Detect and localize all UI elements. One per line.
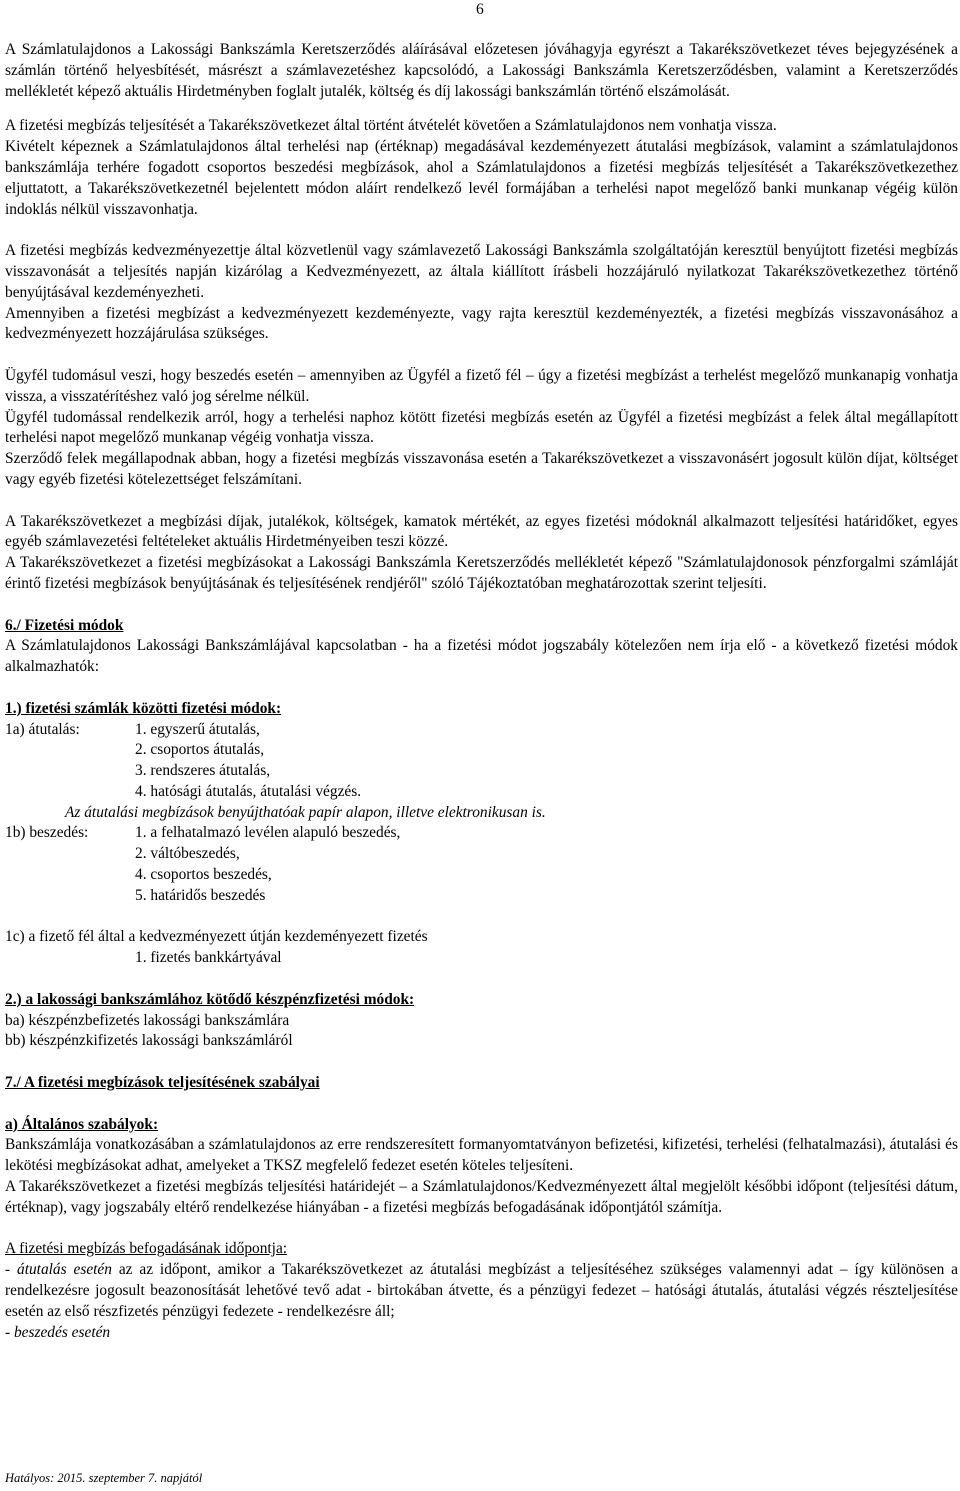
list-item-text: 1. a felhatalmazó levélen alapuló beszedés, [135,824,401,842]
paragraph [5,1260,958,1322]
term: átutalás esetén [17,1261,112,1279]
section-heading: 6./ Fizetési módok [5,616,124,634]
list-item-text: 1. egyszerű átutalás, [135,720,260,738]
footer-validity: Hatályos: 2015. szeptember 7. napjától [5,1471,203,1485]
list-item: 4. csoportos beszedés, [135,866,272,884]
list-label: 1a) átutalás: [5,720,80,738]
section-heading: 7./ A fizetési megbízások teljesítésének szabályai [5,1074,320,1092]
paragraph: Bankszámlája vonatkozásában a számlatulajdonos az erre rendszeresített formanyomtatványon befizetési, kifizetési, terhelési (felhatalmazási), átutalási és lekötési megbízásokat adhat, amelyeket a TKSZ megfelelő fedezet esetén köteles teljesíteni. [5,1136,958,1175]
note: Az átutalási megbízások benyújthatóak papír alapon, illetve elektronikusan is. [65,803,546,821]
document-body [5,40,958,1343]
subsection-heading: a) Általános szabályok: [5,1115,159,1133]
list-label: 1b) beszedés: [5,824,89,842]
list-item [5,823,958,844]
paragraph: A Takarékszövetkezet a fizetési megbízás teljesítési határidejét – a Számlatulajdonos/Kedvezményezett által megjelölt későbbi időpont (teljesítési dátum, értéknap), vagy jogszabály eltérő rendelkezése hiányában - a fizetési megbízás befogadásának időpontjától számítja. [5,1178,958,1216]
paragraph-text: az az időpont, amikor a Takarékszövetkezet az átutalási megbízást a teljesítéséhez szükséges valamennyi adat – így különösen a rendelkezésre jogosult beazonosítását lehetővé tevő adat - birtokában átvette, és a pénzügyi fedezet – hatósági átutalás, átutalási végzés részteljesítése esetén az első részfizetés pénzügyi fedezete - rendelkezésre áll; [5,1261,958,1320]
list-item: bb) készpénzkifizetés lakossági bankszámláról [5,1032,293,1050]
list-item: 4. hatósági átutalás, átutalási végzés. [135,782,362,800]
paragraph: A Számlatulajdonos a Lakossági Bankszámla Keretszerződés aláírásával előzetesen jóváhagyja egyrészt a Takarékszövetkezet téves bejegyzésének a számlán történő helyesbítését, másrészt a számlavezetéshez kapcsolódó, a Lakossági Bankszámla Keretszerződésben, valamint a Keretszerződés mellékletét képező aktuális Hirdetményben foglalt jutalék, költség és díj lakossági bankszámlán történő elszámolását. [5,41,958,100]
list-item [5,720,958,741]
paragraph: Amennyiben a fizetési megbízást a kedvezményezett kezdeményezte, vagy rajta keresztül kezdeményezték, a fizetési megbízás visszavonásához a kedvezményezett hozzájárulása szükséges. [5,304,958,343]
paragraph: A fizetési megbízás kedvezményezettje által közvetlenül vagy számlavezető Lakossági Bankszámla szolgáltatóján keresztül benyújtott fizetési megbízás visszavonását a teljesítés napján kizárólag a Kedvezményezett, az általa kiállított írásbeli hozzájáruló nyilatkozat Takarékszövetkezethez történő benyújtásával kezdeményezheti. [5,242,958,301]
page-number: 6 [476,1,484,18]
list-item: 3. rendszeres átutalás, [135,762,271,780]
list-item: ba) készpénzbefizetés lakossági bankszámlára [5,1011,290,1029]
paragraph: Ügyfél tudomással rendelkezik arról, hogy a terhelési naphoz kötött fizetési megbízás esetén az Ügyfél a fizetési megbízást a felek által megállapított terhelési napot megelőző munkanap végéig vonhatja vissza. [5,408,958,447]
paragraph: A Számlatulajdonos Lakossági Bankszámlájával kapcsolatban - ha a fizetési módot jogszabály kötelezően nem írja elő - a következő fizetési módok alkalmazhatók: [5,637,958,676]
list-item: 1. fizetés bankkártyával [135,949,282,967]
subsection-heading: A fizetési megbízás befogadásának időpontja: [5,1240,288,1258]
list-item: 2. váltóbeszedés, [135,845,240,863]
list-item: 1c) a fizető fél által a kedvezményezett útján kezdeményezett fizetés [5,928,428,946]
paragraph: A Takarékszövetkezet a fizetési megbízásokat a Lakossági Bankszámla Keretszerződés mellékletét képező "Számlatulajdonosok pénzforgalmi számláját érintő fizetési megbízások benyújtásának és teljesítésének rendjéről" szóló Tájékoztatóban meghatározottak szerint teljesíti. [5,554,958,592]
paragraph: A fizetési megbízás teljesítését a Takarékszövetkezet által történt átvételét követően a Számlatulajdonos nem vonhatja vissza. [5,117,777,135]
list-item: 5. határidős beszedés [135,886,266,904]
subsection-heading: 2.) a lakossági bankszámlához kötődő készpénzfizetési módok: [5,990,415,1008]
term: - beszedés esetén [5,1323,111,1341]
subsection-heading: 1.) fizetési számlák közötti fizetési módok: [5,699,282,717]
list-item: 2. csoportos átutalás, [135,741,265,759]
paragraph: Kivételt képeznek a Számlatulajdonos által terhelési nap (értéknap) megadásával kezdeményezett átutalási megbízások, valamint a számlatulajdonos bankszámlája terhére fogadott csoportos beszedési megbízások, ahol a Számlatulajdonos a fizetési megbízás teljesítését a Takarékszövetkezethez eljuttatott, a Takarékszövetkezetnél bejelentett módon aláírt rendelkező levél formájában a terhelési napot megelőző banki munkanap végéig külön indoklás nélkül visszavonhatja. [5,138,958,218]
paragraph: Ügyfél tudomásul veszi, hogy beszedés esetén – amennyiben az Ügyfél a fizető fél – úgy a fizetési megbízást a terhelést megelőző munkanapig vonhatja vissza, a visszatérítéshez való jog sérelme nélkül. [5,366,958,405]
paragraph: Szerződő felek megállapodnak abban, hogy a fizetési megbízás visszavonása esetén a Takarékszövetkezet a visszavonásért jogosult külön díjat, költséget vagy egyéb fizetési kötelezettséget felszámítani. [5,450,958,488]
paragraph: A Takarékszövetkezet a megbízási díjak, jutalékok, költségek, kamatok mértékét, az egyes fizetési módoknál alkalmazott teljesítési határidőket, egyes egyéb számlavezetési feltételeket aktuális Hirdetményeiben teszi közzé. [5,512,958,551]
dash: - [5,1261,18,1279]
